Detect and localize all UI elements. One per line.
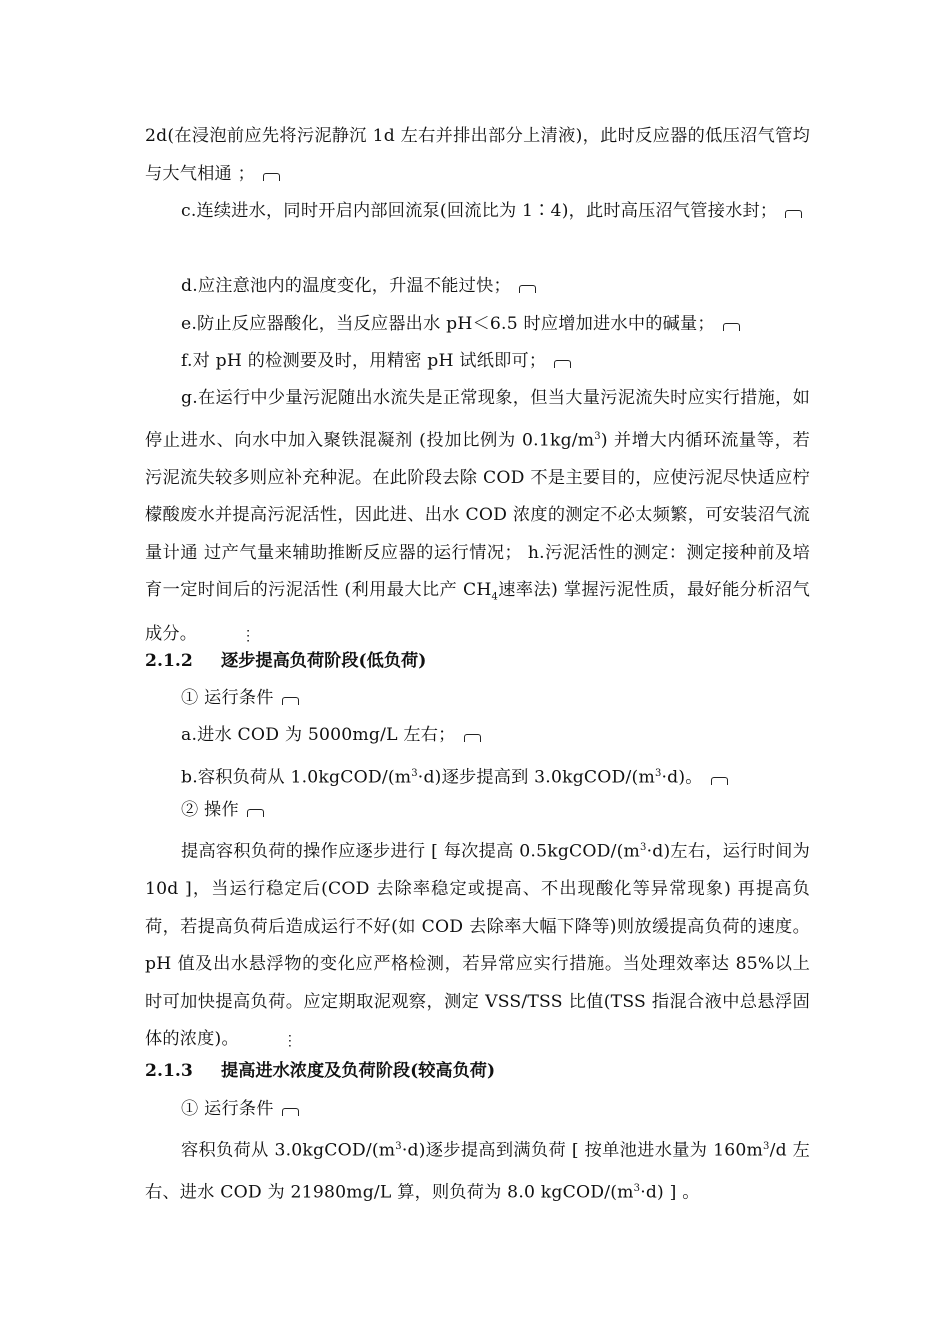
- return-mark-icon: [282, 1108, 299, 1116]
- return-mark-icon: [282, 697, 299, 705]
- return-mark-icon: [263, 173, 280, 181]
- paragraph-soak: 2d(在浸泡前应先将污泥静沉 1d 左右并排出部分上清液)，此时反应器的低压沼气管均与大气相通 ；: [145, 126, 810, 184]
- return-mark-icon: [247, 809, 264, 817]
- paragraph-b-load: b.容积负荷从 $1.0kgCOD/(m^3\cdot d)$逐步提高到 $3.0kgCOD/(m^3\cdot d)$。: [145, 755, 810, 797]
- paragraph-e: e.防止反应器酸化，当反应器出水 pH＜6.5 时应增加进水中的碱量；: [145, 306, 810, 344]
- paragraph-f: f.对 pH 的检测要及时，用精密 pH 试纸即可；: [145, 343, 810, 381]
- return-mark-icon: [711, 777, 728, 785]
- paragraph-d: d.应注意池内的温度变化，升温不能过快；: [145, 268, 810, 306]
- paragraph-condition-2: ① 运行条件: [145, 1091, 810, 1129]
- paragraph-a-cod: a.进水 COD 为 5000mg/L 左右；: [145, 717, 810, 755]
- return-mark-icon: [519, 285, 536, 293]
- return-mark-icon: [723, 323, 740, 331]
- paragraph-increase-load: 提高容积负荷的操作应逐步进行 [ 每次提高 $0.5kgCOD/(m^3\cdot d)$左右，运行时间为 10d ]，当运行稳定后(COD 去除率稳定或提高、不出现酸化等异常现象) 再提高负荷，若提高负荷后造成运行不好(如 COD 去除率大幅下降等)则放缓提高负荷的速度。pH 值及出水悬浮物的变化应严格检测，若异常应实行措施。当处理效率达 85%以上时可加快提高负荷。应定期取泥观察，测定 VSS/TSS 比值(TSS 指混合液中总悬浮固体的浓度)。 ⋮: [145, 841, 810, 1050]
- return-mark-icon: [554, 360, 571, 368]
- section-break-icon: ⋮: [241, 628, 256, 645]
- section-heading-2-1-3: 2.1.3 提高进水浓度及负荷阶段(较高负荷): [145, 1061, 496, 1081]
- paragraph-g: g.在运行中少量污泥随出水流失是正常现象，但当大量污泥流失时应实行措施，如停止进水、向水中加入聚铁混凝剂 (投加比例为 $0.1kg/m^3$) 并增大内循环流量等，若污泥流失较多则应补充种泥。在此阶段去除 COD 不是主要目的，应使污泥尽快适应柠檬酸废水并提高污泥活性，因此进、出水 COD 浓度的测定不必太频繁，可安装沼气流量计通 过产气量来辅助推断反应器的运行情况； h.污泥活性的测定：测定接种前及培育一定时间后的污泥活性 (利用最大比产 $CH_4$速率法) 掌握污泥性质，最好能分析沼气成分。 ⋮: [145, 388, 810, 645]
- paragraph-c: c.连续进水，同时开启内部回流泵(回流比为 1∶4)，此时高压沼气管接水封；: [145, 193, 810, 231]
- section-heading-2-1-2: 2.1.2 逐步提高负荷阶段(低负荷): [145, 651, 427, 671]
- paragraph-condition-1: ① 运行条件: [145, 680, 810, 718]
- section-break-icon: ⋮: [282, 1033, 298, 1050]
- paragraph-full-load: 容积负荷从 $3.0kgCOD/(m^3\cdot d)$逐步提高到满负荷 [ 按单池进水量为 $160m^3/d$ 左右、进水 COD 为 21980mg/L 算，则负荷为 8.0 kgCOD/$(m^3\cdot d)$ ] 。: [145, 1140, 811, 1203]
- return-mark-icon: [785, 210, 802, 218]
- return-mark-icon: [464, 734, 481, 742]
- paragraph-operation: ② 操作: [145, 792, 810, 830]
